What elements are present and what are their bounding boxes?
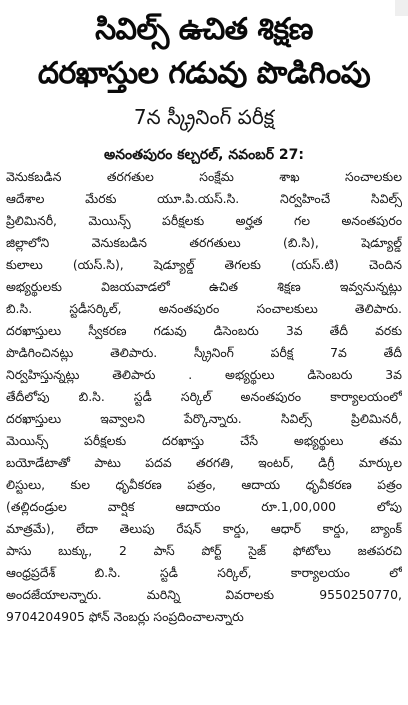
body-line: మాత్రమే), లేదా తెలుపు రేషన్ కార్డు, ఆధార్ కార్డు, బ్యాంక్ xyxy=(6,521,402,536)
body-line: పాసు బుక్కు, 2 పాస్ పోర్ట్ సైజ్ ఫోటోలు జతపరచి xyxy=(6,543,402,558)
body-line: లిస్టులు, కుల ధృవీకరణ పత్రం, ఆదాయ ధృవీకరణ పత్రం xyxy=(6,477,402,492)
dateline: అనంతపురం కల్చరల్, నవంబర్ 27: xyxy=(104,147,304,163)
body-line: కులాలు (యస్.సి), షెడ్యూల్డ్ తెగలకు (యస్.టి) చెందిన xyxy=(6,257,402,272)
body-line: (తల్లిదండ్రుల వార్షిక ఆదాయం రూ.1,00,000 లోపు xyxy=(6,499,402,514)
body-line: పొడిగించినట్లు తెలిపారు. స్క్రీనింగ్ పరీక్ష 7వ తేదీ xyxy=(6,345,402,360)
headline-line-1: సివిల్స్ ఉచిత శిక్షణ xyxy=(95,12,313,47)
body-line: ఆంధ్రప్రదేశ్ బి.సి. స్టడీ సర్కిల్, కార్యాలయం లో xyxy=(6,565,402,580)
article-body xyxy=(6,166,402,628)
body-line: జిల్లాలోని వెనుకబడిన తరగతులు (బి.సి), షెడ్యూల్డ్ xyxy=(6,235,402,250)
body-line: దరఖాస్తులు ఇవ్వాలని పేర్కొన్నారు. సివిల్స్ ప్రిలిమినరీ, xyxy=(6,411,402,426)
body-line: తేదీలోపు బి.సి. స్టడీ సర్కిల్ అనంతపురం కార్యాలయంలో xyxy=(6,389,402,404)
body-line: బి.సి. స్టడీసర్కిల్, అనంతపురం సంచాలకులు తెలిపారు. xyxy=(6,301,402,316)
subheadline: 7న స్క్రీనింగ్ పరీక్ష xyxy=(133,105,275,129)
body-line: అందజేయాలన్నారు. మరిన్ని వివరాలకు 9550250770, xyxy=(6,587,402,602)
body-line: ఆదేశాల మేరకు యూ.పి.యస్.సి. నిర్వహించే సివిల్స్ xyxy=(6,191,402,206)
body-line: ప్రిలిమినరీ, మెయిన్స్ పరీక్షలకు అర్హత గల అనంతపురం xyxy=(6,213,402,228)
body-line: మెయిన్స్ పరీక్షలకు దరఖాస్తు చేసే అభ్యర్థులు తమ xyxy=(6,433,402,448)
headline-line-2: దరఖాస్తుల గడువు పొడిగింపు xyxy=(37,56,371,91)
body-line: అభ్యర్థులకు విజయవాడలో ఉచిత శిక్షణ ఇవ్వనున్నట్లు xyxy=(6,279,402,294)
body-line: వెనుకబడిన తరగతుల సంక్షేమ శాఖ సంచాలకుల xyxy=(6,169,402,184)
body-line: 9704204905 ఫోన్ నెంబర్లు సంప్రదించాలన్నారు xyxy=(6,609,244,624)
body-line: బయోడేటాతో పాటు పదవ తరగతి, ఇంటర్, డిగ్రీ మార్కుల xyxy=(6,455,402,470)
body-line: దరఖాస్తులు స్వీకరణ గడువు డిసెంబరు 3వ తేదీ వరకు xyxy=(6,323,402,338)
body-line: నిర్వహిస్తున్నట్లు తెలిపారు . అభ్యర్థులు డిసెంబరు 3వ xyxy=(6,367,402,382)
